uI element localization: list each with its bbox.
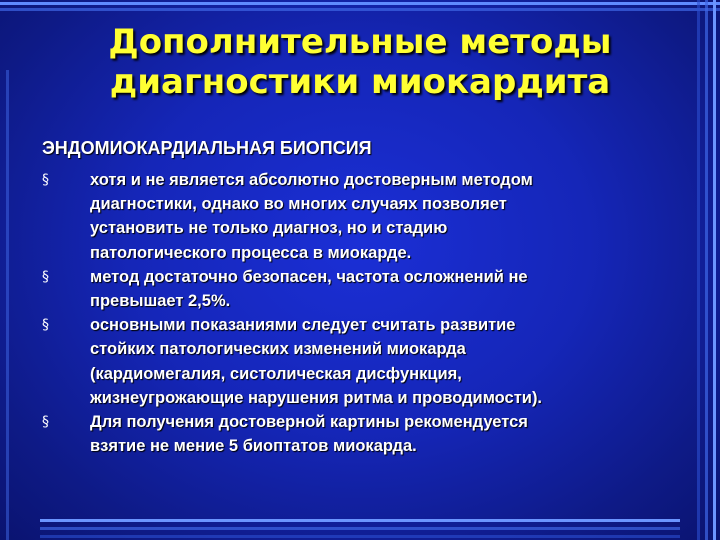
bullet-text-line: превышает 2,5%. xyxy=(90,292,231,311)
frame-line xyxy=(0,8,720,11)
bullet-item xyxy=(42,265,662,313)
frame-bottom-lines xyxy=(0,510,720,540)
bullet-icon: § xyxy=(42,268,49,285)
bullet-text-line: жизнеугрожающие нарушения ритма и проводимости). xyxy=(90,388,543,407)
bullet-icon: § xyxy=(42,172,49,188)
bullet-text-line: метод достаточно безопасен, частота осложнений не xyxy=(90,267,528,286)
bullet-text-line: патологического процесса в миокарде. xyxy=(90,243,412,262)
bullet-text-line: основными показаниями следует считать развитие xyxy=(90,316,516,335)
slide-title-line-1: Дополнительные методы xyxy=(108,22,612,62)
bullet-icon: § xyxy=(42,317,49,334)
frame-line xyxy=(6,70,9,540)
bullet-text-line: стойких патологических изменений миокарда xyxy=(90,340,466,359)
slide-title xyxy=(0,22,720,102)
bullet-text-line: установить не только диагноз, но и стадию xyxy=(90,219,448,238)
section-heading: ЭНДОМИОКАРДИАЛЬНАЯ БИОПСИЯ xyxy=(42,138,372,158)
frame-line xyxy=(40,527,680,530)
bullet-text-line: (кардиомегалия, систолическая дисфункция, xyxy=(90,364,462,383)
bullet-item xyxy=(42,168,662,265)
bullet-list xyxy=(42,168,662,458)
bullet-icon: § xyxy=(42,414,49,431)
frame-line xyxy=(40,535,680,538)
bullet-text-line: взятие не мение 5 биоптатов миокарда. xyxy=(90,437,417,456)
frame-line xyxy=(0,2,720,5)
slide-title-line-2: диагностики миокардита xyxy=(109,62,611,102)
frame-line xyxy=(40,519,680,522)
bullet-item xyxy=(42,410,662,458)
frame-top-lines xyxy=(0,0,720,14)
bullet-text-line: Для получения достоверной картины рекомендуется xyxy=(90,413,528,432)
bullet-item xyxy=(42,313,662,410)
bullet-text-line: диагностики, однако во многих случаях позволяет xyxy=(90,195,507,214)
bullet-text-line: хотя и не является абсолютно достоверным методом xyxy=(90,171,533,189)
